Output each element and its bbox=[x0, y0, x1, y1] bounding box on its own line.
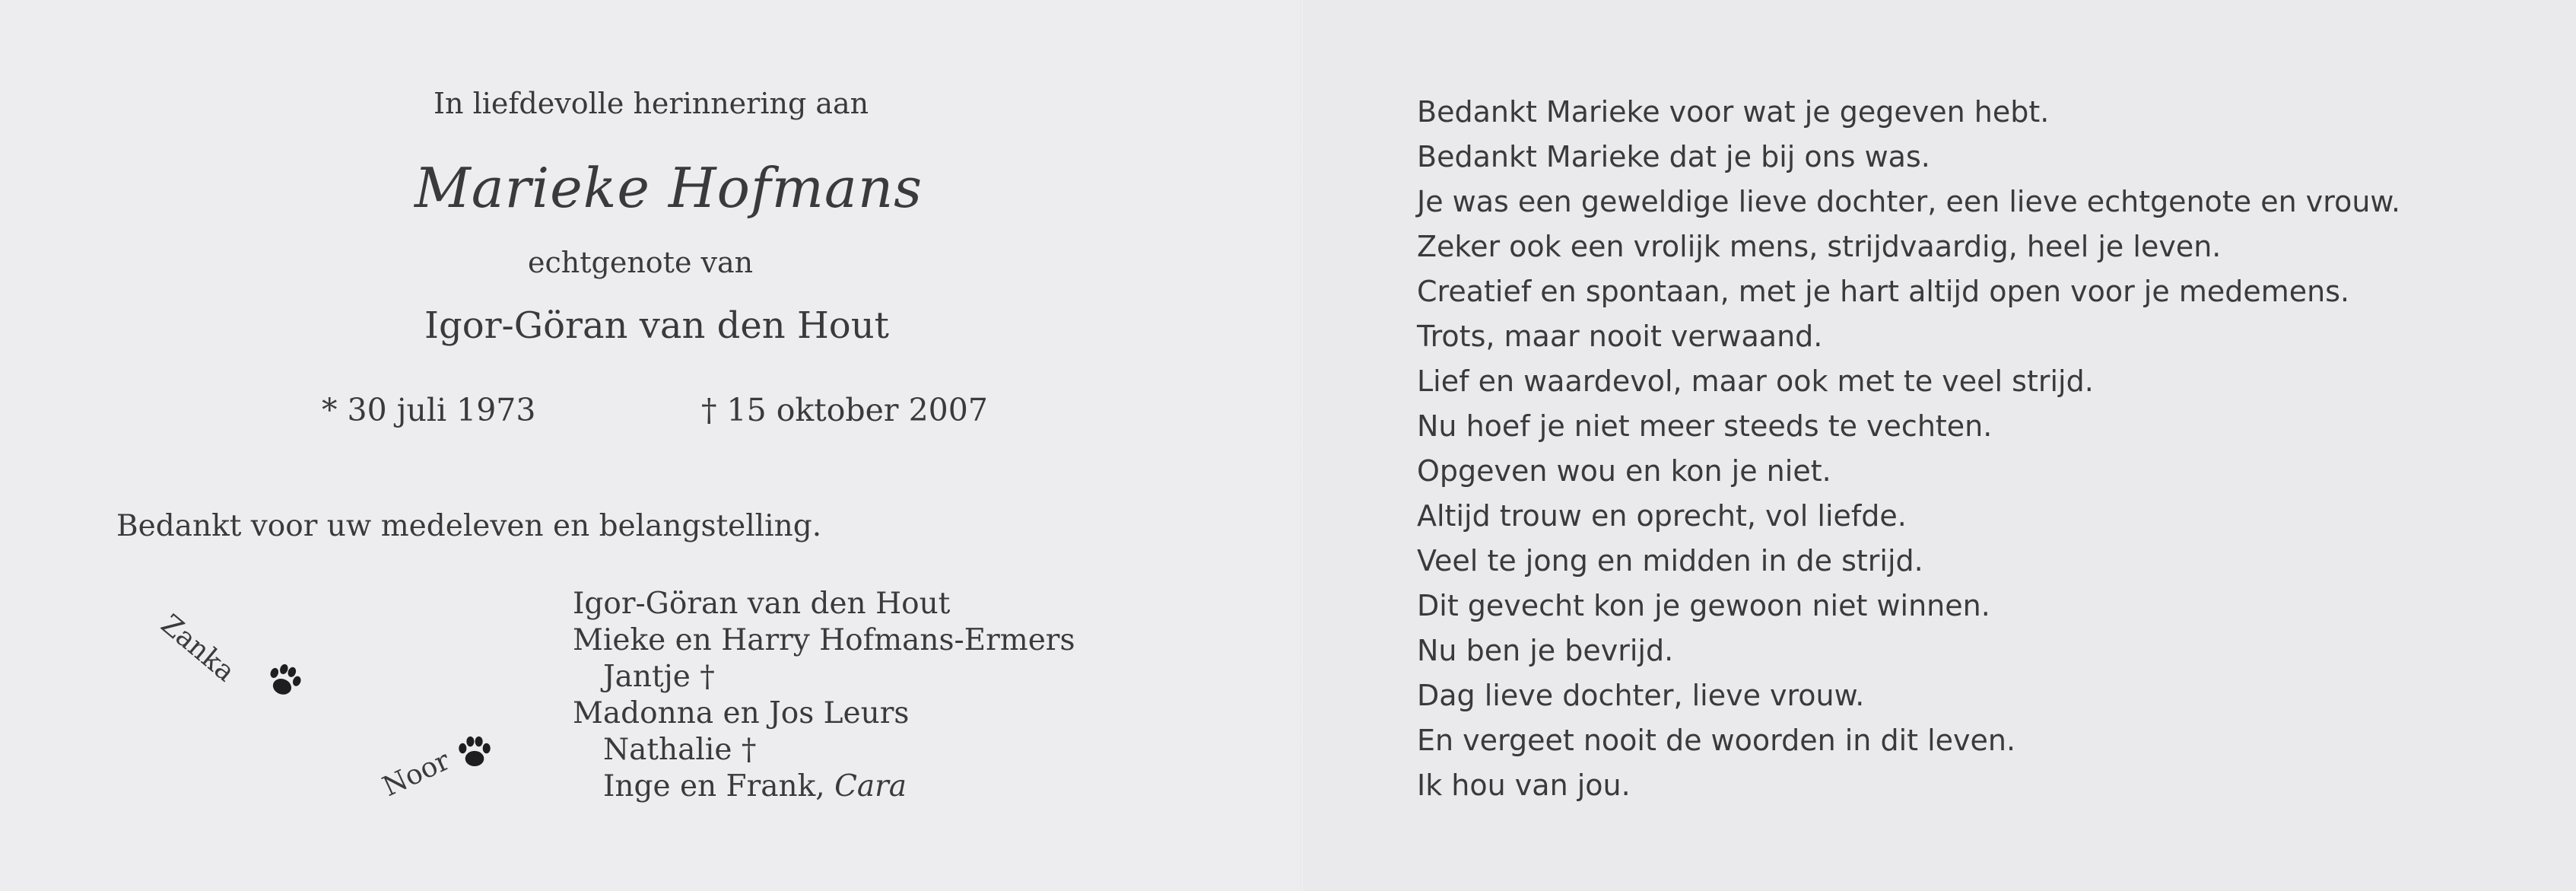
poem-line: Opgeven wou en kon je niet. bbox=[1417, 454, 1831, 488]
spouse-name: Igor-Göran van den Hout bbox=[424, 304, 889, 347]
poem-line: Ik hou van jou. bbox=[1417, 768, 1631, 802]
family-member: Mieke en Harry Hofmans-Ermers bbox=[573, 623, 1075, 657]
card-fold bbox=[1301, 0, 1304, 891]
poem-line: Bedankt Marieke dat je bij ons was. bbox=[1417, 140, 1930, 173]
poem-line: Nu hoef je niet meer steeds te vechten. bbox=[1417, 409, 1993, 443]
thanks-text: Bedankt voor uw medeleven en belangstelling. bbox=[116, 509, 822, 543]
poem-line: Je was een geweldige lieve dochter, een lieve echtgenote en vrouw. bbox=[1417, 185, 2401, 218]
poem-line: Veel te jong en midden in de strijd. bbox=[1417, 544, 1923, 578]
family-member: Nathalie † bbox=[603, 733, 757, 767]
poem-line: Bedankt Marieke voor wat je gegeven hebt. bbox=[1417, 95, 2050, 129]
poem-line: Dit gevecht kon je gewoon niet winnen. bbox=[1417, 589, 1990, 622]
pet-name-noor: Noor bbox=[378, 745, 455, 803]
poem-line: Trots, maar nooit verwaand. bbox=[1417, 320, 1823, 353]
poem-line: Zeker ook een vrolijk mens, strijdvaardig, heel je leven. bbox=[1417, 230, 2222, 263]
poem bbox=[1417, 90, 2400, 808]
family-list bbox=[573, 586, 1075, 805]
paw-print-icon bbox=[453, 730, 496, 773]
poem-line: En vergeet nooit de woorden in dit leven. bbox=[1417, 724, 2016, 757]
poem-line: Creatief en spontaan, met je hart altijd open voor je medemens. bbox=[1417, 275, 2350, 308]
spouse-label: echtgenote van bbox=[528, 246, 754, 279]
poem-line: Lief en waardevol, maar ook met te veel strijd. bbox=[1417, 364, 2094, 398]
family-member: Madonna en Jos Leurs bbox=[573, 696, 910, 730]
intro-text: In liefdevolle herinnering aan bbox=[434, 87, 869, 120]
poem-line: Dag lieve dochter, lieve vrouw. bbox=[1417, 679, 1865, 712]
family-member: Igor-Göran van den Hout bbox=[573, 587, 951, 621]
family-member bbox=[573, 768, 1075, 805]
deceased-name: Marieke Hofmans bbox=[415, 156, 923, 220]
birth-date: * 30 juli 1973 bbox=[322, 392, 536, 428]
family-member-name: Inge en Frank, bbox=[603, 769, 835, 803]
death-date: † 15 oktober 2007 bbox=[701, 392, 988, 428]
family-member: Jantje † bbox=[603, 660, 715, 694]
pet-name-zanka: Zanka bbox=[154, 609, 241, 689]
poem-line: Altijd trouw en oprecht, vol liefde. bbox=[1417, 499, 1907, 533]
family-pet-name: Cara bbox=[834, 769, 907, 803]
poem-line: Nu ben je bevrijd. bbox=[1417, 634, 1674, 667]
